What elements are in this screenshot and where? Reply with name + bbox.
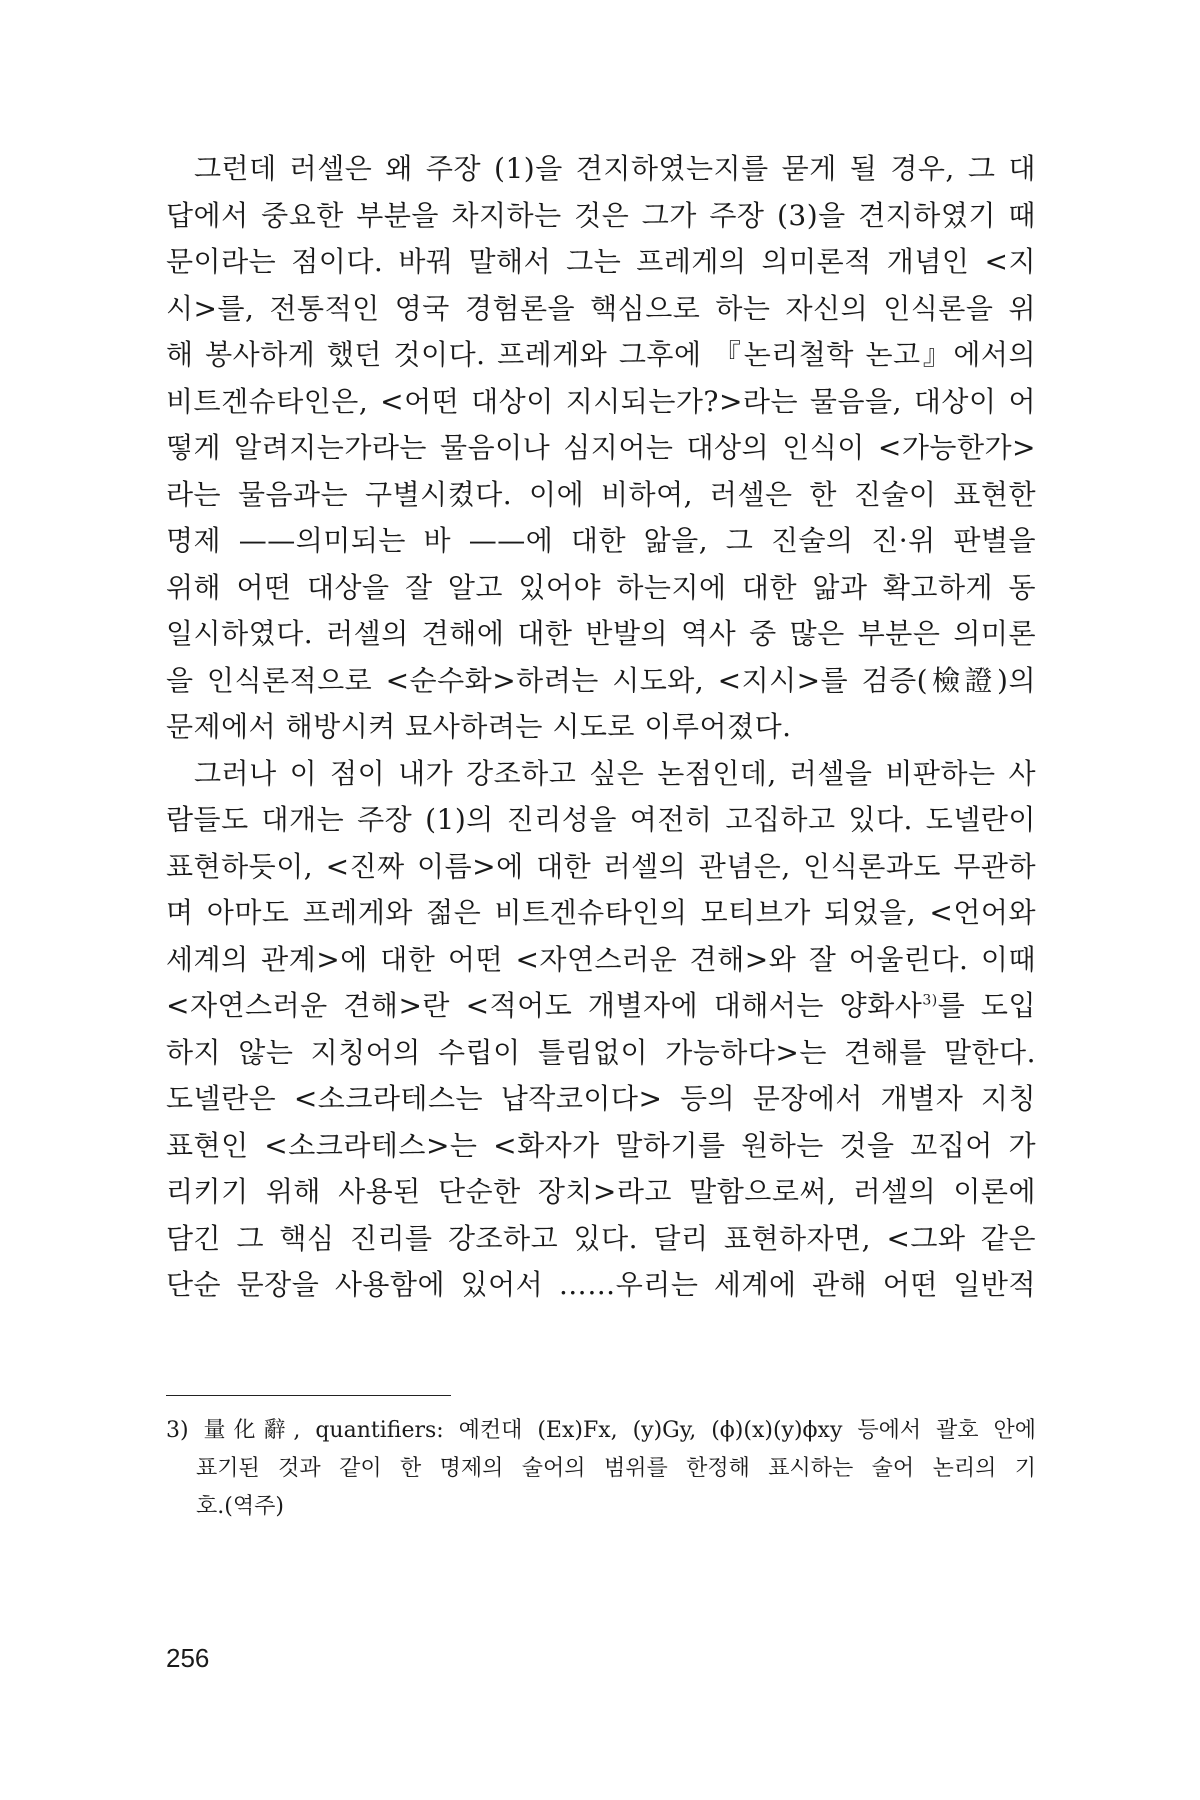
body-line: 그런데 러셀은 왜 주장 (1)을 견지하였는지를 묻게 될 경우, 그 대 — [194, 152, 1036, 185]
body-line: 표현인 <소크라테스>는 <화자가 말하기를 원하는 것을 꼬집어 가 — [166, 1128, 1036, 1162]
body-line-tail: 를 도입 — [937, 989, 1037, 1022]
body-line: 표현하듯이, <진짜 이름>에 대한 러셀의 관념은, 인식론과도 무관하 — [166, 849, 1036, 883]
footnote-reference: 3) — [922, 992, 938, 1009]
body-line: 해 봉사하게 했던 것이다. 프레게와 그후에 『논리철학 논고』에서의 — [166, 338, 1036, 371]
body-line: 을 인식론적으로 <순수화>하려는 시도와, <지시>를 검증(檢證)의 — [166, 663, 1036, 697]
footnote-line: 표기된 것과 같이 한 명제의 술어의 범위를 한정해 표시하는 술어 논리의 기 — [196, 1456, 1036, 1481]
footnote-line: 호.(역주) — [196, 1494, 284, 1519]
body-line-with-footnote-ref — [166, 983, 1036, 1030]
body-line: 람들도 대개는 주장 (1)의 진리성을 여전히 고집하고 있다. 도넬란이 — [166, 803, 1036, 836]
body-line: 라는 물음과는 구별시켰다. 이에 비하여, 러셀은 한 진술이 표현한 — [166, 477, 1036, 511]
body-line: 일시하였다. 러셀의 견해에 대한 반발의 역사 중 많은 부분은 의미론 — [166, 617, 1036, 650]
body-line: 도넬란은 <소크라테스는 납작코이다> 등의 문장에서 개별자 지칭 — [166, 1082, 1036, 1115]
body-line: 문이라는 점이다. 바꿔 말해서 그는 프레게의 의미론적 개념인 <지 — [166, 245, 1036, 278]
body-line: 문제에서 해방시켜 묘사하려는 시도로 이루어졌다. — [166, 710, 792, 743]
body-line: 하지 않는 지칭어의 수립이 틀림없이 가능하다>는 견해를 말한다. — [166, 1035, 1036, 1069]
page-number: 256 — [166, 1643, 210, 1673]
footnote-line: 3) 量化辭, quantifiers: 예컨대 (Ex)Fx, (y)Gy, (ϕ)(x)(y)ϕxy 등에서 괄호 안에 — [166, 1418, 1036, 1443]
footnote-divider — [166, 1395, 451, 1396]
body-line: 그러나 이 점이 내가 강조하고 싶은 논점인데, 러셀을 비판하는 사 — [194, 756, 1036, 790]
body-line: 며 아마도 프레게와 젊은 비트겐슈타인의 모티브가 되었을, <언어와 — [166, 896, 1036, 929]
footnote — [166, 1412, 1036, 1526]
body-text — [166, 146, 1036, 1309]
body-line: 단순 문장을 사용함에 있어서 ……우리는 세계에 관해 어떤 일반적 — [166, 1268, 1036, 1301]
body-line: 위해 어떤 대상을 잘 알고 있어야 하는지에 대한 앎과 확고하게 동 — [166, 570, 1036, 604]
body-line-head: <자연스러운 견해>란 <적어도 개별자에 대해서는 양화사 — [166, 989, 923, 1022]
body-line: 명제 ——의미되는 바 ——에 대한 앎을, 그 진술의 진·위 판별을 — [166, 524, 1036, 557]
body-line: 떻게 알려지는가라는 물음이나 심지어는 대상의 인식이 <가능한가> — [166, 431, 1036, 464]
body-line: 시>를, 전통적인 영국 경험론을 핵심으로 하는 자신의 인식론을 위 — [166, 291, 1036, 325]
body-line: 답에서 중요한 부분을 차지하는 것은 그가 주장 (3)을 견지하였기 때 — [166, 198, 1036, 232]
body-line: 담긴 그 핵심 진리를 강조하고 있다. 달리 표현하자면, <그와 같은 — [166, 1221, 1036, 1255]
body-line: 비트겐슈타인은, <어떤 대상이 지시되는가?>라는 물음을, 대상이 어 — [166, 384, 1036, 418]
body-line: 세계의 관계>에 대한 어떤 <자연스러운 견해>와 잘 어울린다. 이때 — [166, 942, 1036, 976]
body-line: 리키기 위해 사용된 단순한 장치>라고 말함으로써, 러셀의 이론에 — [166, 1175, 1036, 1208]
